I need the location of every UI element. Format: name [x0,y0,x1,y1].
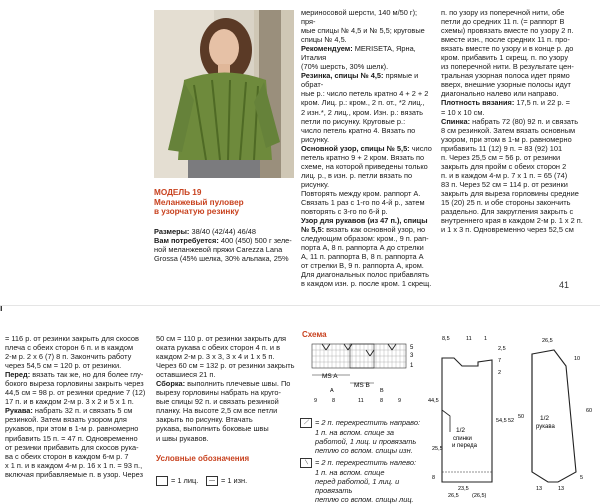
text-line: от резинки прибавить для скосов рука- [5,442,139,452]
text-line: оставшиеся 21 п. [156,370,216,380]
sleeve-outline [532,350,576,482]
text-line: ва с обеих сторон в каждом 6-м р. 7 [5,451,129,461]
text-line: прямые и обрат- [301,71,419,90]
body-outline [442,358,492,482]
model-number: МОДЕЛЬ 19 [154,188,202,197]
text-line: число петель кратно 4. Вязать по [301,125,416,135]
text-line: выполнить плечевые швы. По [185,379,291,389]
scheme-title: Схема [302,330,327,339]
text-line: лиц. р., в изн. р. петли вязать по рисунку. [301,170,413,189]
text-line: вязать так же, но для более глу- [30,370,144,380]
legend-purl [206,476,247,486]
sizes-label: Размеры: [154,227,190,236]
model-subtitle-1: Меланжевый пуловер [154,197,244,207]
text-line: и 1 х 3 п. Одновременно через 52,5 см [441,225,574,235]
legend-knit [156,476,198,486]
front-label: Перед: [5,370,31,380]
arrow-a-label: A [330,388,334,394]
text-line: вязать вместе по узору и в конце р. до [441,44,574,54]
sleeve-dim-h1: 10 [574,356,581,362]
density-label: Плотность вязания: [441,98,515,108]
text-line: следующим образом: кром., 9 п. рап- [301,234,429,244]
cross-left-icon: ⟍ [300,458,312,468]
instructions-column-3 [441,8,593,234]
materials-line-2: ной меланжевой пряжи Carezza Lana [154,245,283,255]
recommend-label: Рекомендуем: [301,44,353,54]
text-line: 2 изн.*, 2 лиц., кром. Изн. р.: вязать [301,107,424,117]
legend-cross-right [300,418,430,455]
text-line: рукавов, при этом в 1-м р. равномерно [5,424,139,434]
text-line: 17,5 п. и 22 р. = [514,98,570,108]
dim-h-left: 44,5 [428,398,439,404]
dim-w1: 8,5 [442,336,450,342]
text-line: п. по узору из поперечной нити, обе [441,8,565,17]
body-label-2: и переда [452,443,477,449]
sleeve-dim-h4: 5 [580,475,584,481]
text-line: внутреннего края в каждом 2-м р. 1 х 2 п. [441,216,583,226]
text-line: набрать 72 (80) 92 п. и связать [470,116,579,126]
sleeve-dim-h3: 50 [518,414,525,420]
dim-h3: 2 [498,370,502,376]
sleeve-dim-h2: 60 [586,408,593,414]
chart-grid [312,344,406,368]
dim-h-r2: 52 [508,418,515,424]
text-line: 2-м р. 2 х 6 (7) 8 п. Закончить работу [5,352,132,362]
sleeves-label: Рукава: [5,406,33,416]
legend-knit-label: = 1 лиц. [171,476,199,485]
sleeve-dim-b1: 13 [536,486,543,492]
materials-line-3: Grossa (45% шелка, 30% альпака, 25% [154,254,289,264]
main-pattern-label: Основной узор, спицы № 5,5: [301,143,410,153]
text-line: 8 см резинкой. Затем вязать основным [441,125,576,135]
dim-w3: 1 [484,336,488,342]
text-line: порта А, 8 п. раппорта А до стрелки [301,243,424,253]
arrow-b-label: B [380,388,384,394]
text-line: петлю со вспом. спицы изн. [315,446,413,456]
cross-right-icon: ⟋ [300,418,312,428]
row-number-3: 3 [410,353,414,359]
dim-w-bottom-2: 26,5 [448,493,459,498]
dim-bottom: 8 [432,475,436,481]
model-photo-illustration [154,10,294,178]
text-line: вязать как основной узор, но [324,225,426,235]
text-line: = 2 п. перекрестить направо: [315,418,421,427]
page-divider [0,305,600,306]
sizes-materials-column [154,227,296,263]
text-line: закрыть по рисунку. Втачать [156,415,253,425]
count-8b: 8 [380,398,384,404]
text-line: 17 п. и в каждом 2-м р. 3 х 2 и 5 х 1 п. [5,397,134,407]
legend-cross-left [300,458,434,504]
dim-w-bottom: 23,5 [458,486,469,492]
text-line: 83 п. Через 52 см = 114 р. от резинки [441,179,568,189]
assembly-label: Сборка: [156,379,186,389]
model-heading [154,188,294,217]
text-line: закрыть для выреза горловины средние [441,188,579,198]
text-line: 1 п. на вспом. спице [315,468,385,478]
model-subtitle-2: в узорчатую резинку [154,207,240,217]
rapport-b-label: MS B [354,382,370,389]
dim-w-bottom-3: (26,5) [472,493,487,498]
materials-line-1: 400 (450) 500 г зеле- [220,236,292,246]
knitting-chart [300,340,420,410]
text-line: схеме, на которой приведены только [301,161,428,171]
purl-symbol-icon: — [206,476,218,486]
text-line: ные р.: число петель кратно 4 + 2 + 2 [301,89,429,99]
text-line: вырезу горловины набрать на круго- [156,388,281,398]
bottom-column-1 [5,334,151,479]
text-line: мериносовой шерсти, 140 м/50 г); пря- [301,8,418,27]
text-line: рукава, выполнить боковые швы [156,424,269,434]
bottom-column-2 [156,334,296,443]
text-line: в каждом изн. р. после кром. 1 скрещ. [301,279,432,289]
text-line: планку. На высоте 2,5 см все петли [156,406,278,416]
rapport-a-label: MS A [322,373,338,380]
dim-h1: 2,5 [498,346,506,352]
text-line: п. и в каждом 4-м р. 7 х 1 п. = 65 (74) [441,170,568,180]
text-line: 1 п. на вспом. спице за [315,428,395,438]
text-line: кром. Лиц. р.: кром., 2 п. от., *2 лиц., [301,98,425,108]
text-line: узором, при этом в 1-м р. равномерно [441,134,572,144]
sleeve-pattern-label: Узор для рукавов (из 47 п.), спицы [301,216,428,226]
text-line: через 54,5 см = 120 р. от резинки. [5,361,122,371]
dim-h-r1: 54,5 [496,418,507,424]
text-line: диагонально налево или направо. [441,89,559,99]
text-line: раздельно. Для закругления закрыть с [441,207,574,217]
text-line: = 116 р. от резинки закрыть для скосов [5,334,139,343]
text-line: плеча с обеих сторон 6 п. и в каждом [5,343,134,353]
row-number-1: 1 [410,363,414,369]
materials-label: Вам потребуется: [154,236,219,246]
text-line: и швы рукавов. [156,433,209,443]
text-line: х 1 п. и в каждом 4-м р. 16 х 1 п. = 93 п., [5,460,143,470]
dim-mid: 25,5 [432,446,443,452]
text-line: (70% шерсть, 30% шелк). [301,62,389,72]
text-line: тральная узорная полоса идет прямо [441,71,570,81]
text-line: прибавить 11 (12) 9 п. = 83 (92) 101 [441,143,563,153]
sizes-value: 38/40 (42/44) 46/48 [191,227,256,236]
text-line: мые спицы № 4,5 и № 5,5; круговые [301,26,425,36]
text-line: вместе изн., после средних 11 п. про- [441,35,570,45]
text-line: Через 60 см = 132 р. от резинки закрыть [156,361,295,371]
text-line: каждом 2-м р. 3 х 3, 3 х 4 и 1 х 5 п. [156,352,275,362]
text-line: повторять с 3-го по 6-й р. [301,207,388,217]
text-line: резинкой. Затем вязать узором для [5,415,127,425]
text-line: рисунку. [301,134,330,144]
sleeve-pattern-drawing [518,332,598,498]
text-line: Для диагональных полос прибавлять [301,270,429,280]
text-line: А, 11 п. раппорта В, 8 п. раппорта А [301,252,424,262]
model-photo [154,10,294,178]
text-line: бокого выреза горловины закрыть через [5,379,144,389]
row-number-5: 5 [410,345,414,351]
text-line: спицы № 4,5. [301,35,347,45]
text-line: 44,5 см = 98 р. от резинки средние 7 (12) [5,388,146,398]
text-line: петель кратно 9 + 2 кром. Вязать по [301,152,425,162]
text-line: MERISETA, Ярна, Италия [301,44,416,63]
text-line: перед работой, 1 лиц. и провязать [315,477,400,496]
text-line: Повторять между кром. раппорт А. [301,188,421,198]
dim-h2: 7 [498,358,502,364]
sleeve-half-label: 1/2 [540,415,550,422]
text-line: схемы) провязать вместе по узору 2 п. [441,26,574,36]
sleeve-label: рукава [536,424,555,430]
text-line: п. Через 25,5 см = 56 р. от резинки [441,152,561,162]
sleeve-dim-top: 26,5 [542,338,553,344]
body-label-1: спинки [453,436,472,442]
back-label: Спинка: [441,116,471,126]
text-line: вые спицы 92 п. и связать резинкой [156,397,279,407]
knit-symbol-icon [156,476,168,486]
sleeve-dim-b2: 13 [558,486,565,492]
text-line: вверх, внешние узорные полосы идут [441,80,571,90]
text-line: кром. прибавить 1 скрещ. п. по узору [441,53,569,63]
text-line: закрыть для пройм с обеих сторон 2 [441,161,567,171]
text-line: набрать 32 п. и связать 5 см [32,406,133,416]
dim-w2: 11 [466,336,472,342]
legend-purl-label: = 1 изн. [221,476,248,485]
count-11: 11 [358,398,364,404]
count-9b: 9 [398,398,402,404]
page-number: 41 [559,280,570,290]
text-line: Связать 1 раз с 1-го по 4-й р., затем [301,197,425,207]
text-line: оката рукава с обеих сторон 4 п. и в [156,343,280,353]
legend-heading: Условные обозначения [156,454,250,463]
text-line: работой, 1 лиц. и провязать [315,437,417,447]
body-pattern-drawing [428,332,518,498]
count-9: 9 [314,398,318,404]
text-line: из поперечной нити. В результате цен- [441,62,574,72]
text-line: число [409,143,432,153]
text-line: 50 см = 110 р. от резинки закрыть для [156,334,287,343]
text-line: от стрелки В, 9 п. раппорта А, кром. [301,261,424,271]
armhole-curve [442,410,450,432]
text-line: 15 (20) 25 п. и обе стороны закончить [441,197,571,207]
text-line: петли до средних 11 п. (= раппорт В [441,17,565,27]
count-8: 8 [332,398,336,404]
sleeve-pattern-label-2: № 5,5: [301,225,325,235]
rib-label: Резинка, спицы № 4,5: [301,71,384,81]
text-line: = 10 х 10 см. [441,107,485,117]
body-half-label: 1/2 [456,427,466,434]
text-line: включая прибавляемые п. в узор. Через [5,469,144,479]
text-line: прибавить 15 п. = 47 п. Одновременно [5,433,138,443]
text-line: петли по рисунку. Круговые р.: [301,116,406,126]
margin-mark: ı [0,303,3,313]
instructions-column-2 [301,8,433,288]
text-line: петлю со вспом. спицы лиц. [315,495,414,504]
text-line: = 2 п. перекрестить налево: [315,458,417,467]
